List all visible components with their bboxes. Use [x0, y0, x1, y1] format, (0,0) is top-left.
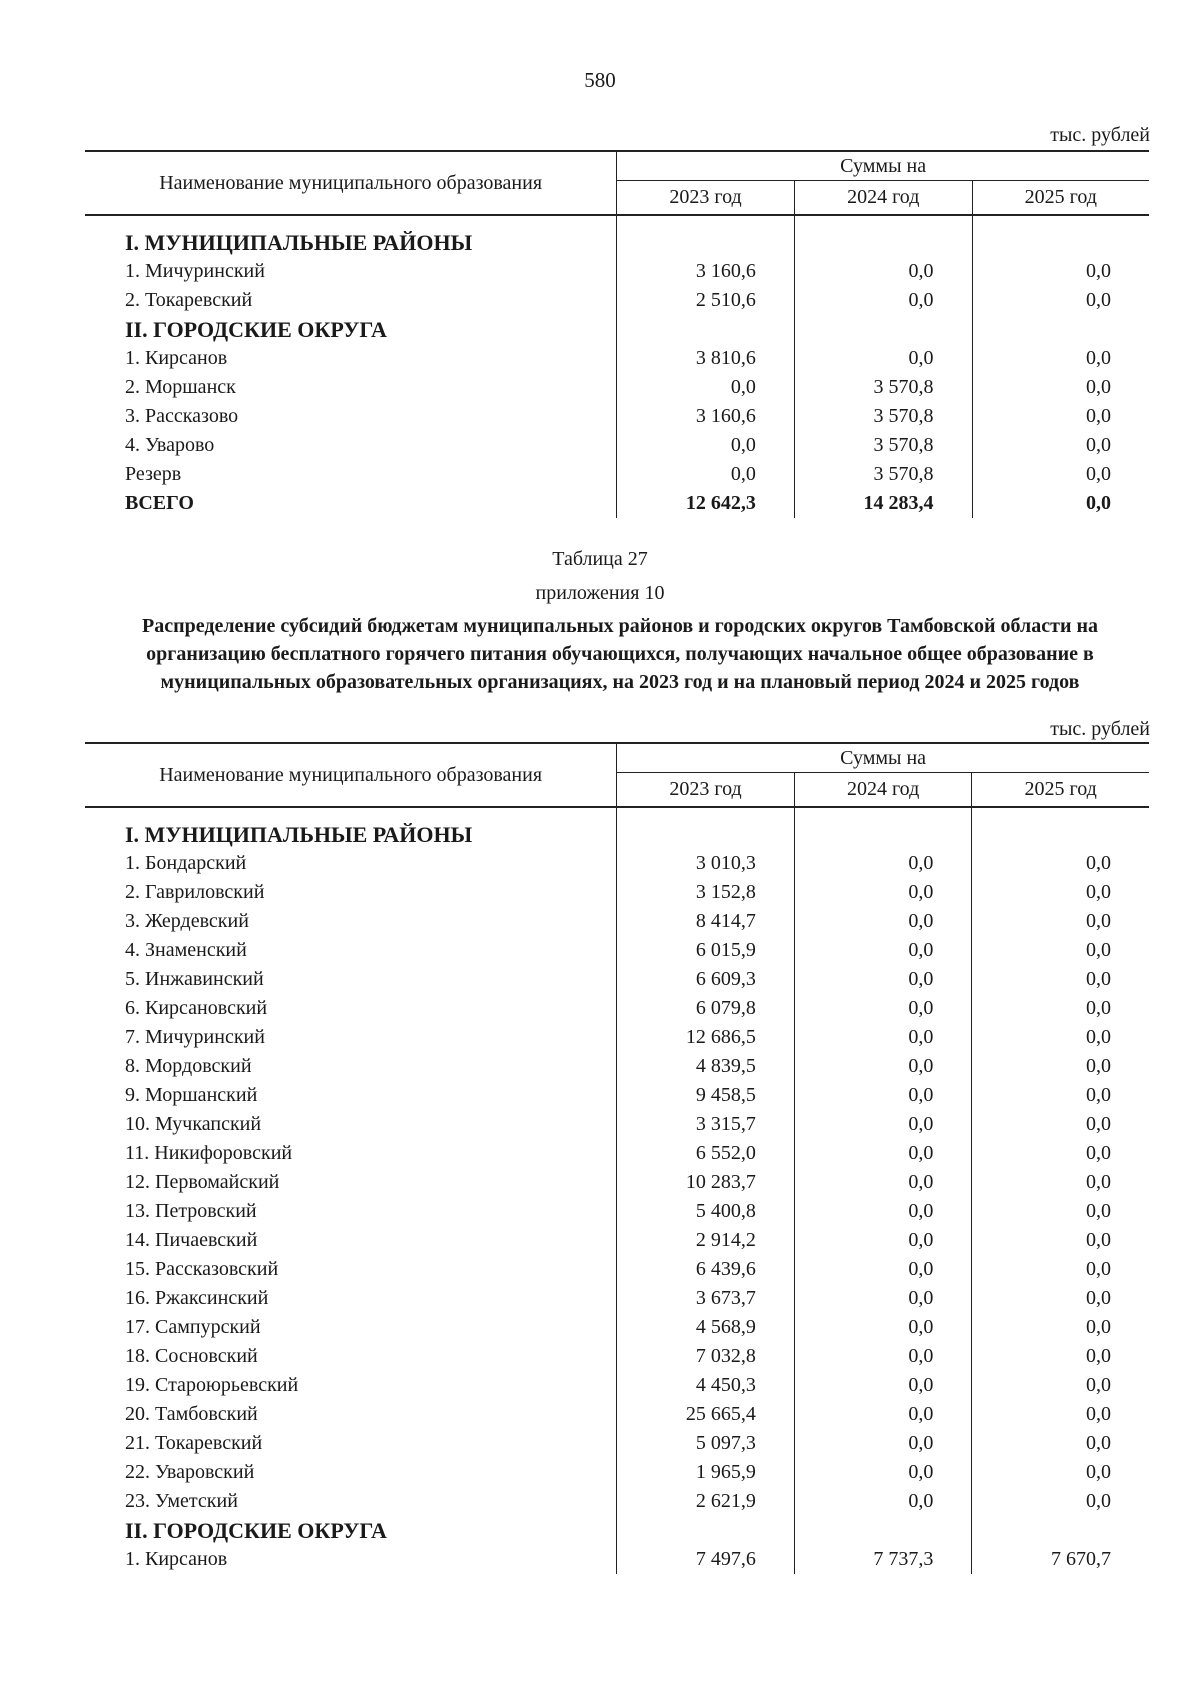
value-cell-2024 — [794, 1516, 972, 1545]
row-name-cell: 21. Токаревский — [125, 1432, 263, 1454]
row-name-cell: 12. Первомайский — [125, 1171, 280, 1193]
table-row — [85, 907, 1149, 936]
value-cell-2024 — [794, 315, 972, 344]
table-row — [85, 1110, 1149, 1139]
table1-year-2023: 2023 год — [617, 181, 795, 216]
row-name-cell: 5. Инжавинский — [125, 968, 264, 990]
row-name-cell: 14. Пичаевский — [125, 1229, 258, 1251]
value-cell-2023: 7 497,6 — [617, 1545, 795, 1574]
value-cell-2025: 0,0 — [972, 1197, 1149, 1226]
row-name-cell: 6. Кирсановский — [125, 997, 268, 1019]
row-name-cell: 1. Кирсанов — [125, 1548, 228, 1570]
row-name-cell: ВСЕГО — [125, 492, 194, 514]
row-name-cell: 13. Петровский — [125, 1200, 257, 1222]
value-cell-2025: 0,0 — [972, 1168, 1149, 1197]
table-row — [85, 1487, 1149, 1516]
value-cell-2024: 7 737,3 — [794, 1545, 972, 1574]
value-cell-2025: 0,0 — [972, 1110, 1149, 1139]
row-name-cell: 1. Мичуринский — [125, 260, 265, 282]
table-row — [85, 344, 1149, 373]
table-row — [85, 402, 1149, 431]
value-cell-2024: 0,0 — [794, 1284, 972, 1313]
row-name-cell: 22. Уваровский — [125, 1461, 255, 1483]
value-cell-2024: 3 570,8 — [794, 402, 972, 431]
table-row — [85, 1052, 1149, 1081]
value-cell-2023: 8 414,7 — [617, 907, 795, 936]
row-name-cell: 10. Мучкапский — [125, 1113, 262, 1135]
table2-name-header: Наименование муниципального образования — [85, 743, 617, 807]
value-cell-2024: 0,0 — [794, 1110, 972, 1139]
row-name-cell: 18. Сосновский — [125, 1345, 258, 1367]
section-row — [85, 228, 1149, 257]
table1-name-header: Наименование муниципального образования — [85, 151, 617, 215]
value-cell-2023: 3 160,6 — [617, 402, 795, 431]
value-cell-2023: 3 810,6 — [617, 344, 795, 373]
table-spacer-row — [85, 215, 1149, 228]
value-cell-2024: 0,0 — [794, 1429, 972, 1458]
table-row — [85, 1400, 1149, 1429]
value-cell-2025: 0,0 — [972, 965, 1149, 994]
value-cell-2024: 0,0 — [794, 286, 972, 315]
value-cell-2024: 0,0 — [794, 257, 972, 286]
value-cell-2025: 0,0 — [972, 373, 1149, 402]
value-cell-2025 — [972, 1516, 1149, 1545]
value-cell-2025: 0,0 — [972, 1429, 1149, 1458]
table-row — [85, 1429, 1149, 1458]
value-cell-2024: 0,0 — [794, 1081, 972, 1110]
value-cell-2025: 0,0 — [972, 402, 1149, 431]
section-row — [85, 315, 1149, 344]
value-cell-2024 — [794, 228, 972, 257]
value-cell-2025: 0,0 — [972, 286, 1149, 315]
value-cell-2025 — [972, 820, 1149, 849]
value-cell-2025: 0,0 — [972, 1081, 1149, 1110]
value-cell-2023: 4 450,3 — [617, 1371, 795, 1400]
value-cell-2023 — [617, 228, 795, 257]
appendix-caption: приложения 10 — [535, 582, 665, 604]
spacer-cell — [794, 807, 972, 820]
value-cell-2025: 0,0 — [972, 431, 1149, 460]
table-row — [85, 1081, 1149, 1110]
value-cell-2024: 0,0 — [794, 849, 972, 878]
table-row — [85, 994, 1149, 1023]
value-cell-2025: 0,0 — [972, 1487, 1149, 1516]
value-cell-2023: 0,0 — [617, 431, 795, 460]
row-name-cell: 23. Уметский — [125, 1490, 238, 1512]
row-name-cell: 17. Сампурский — [125, 1316, 261, 1338]
row-name-cell: 9. Моршанский — [125, 1084, 258, 1106]
value-cell-2023: 6 015,9 — [617, 936, 795, 965]
table-row — [85, 1023, 1149, 1052]
table-row — [85, 286, 1149, 315]
table-row — [85, 1255, 1149, 1284]
value-cell-2023: 0,0 — [617, 373, 795, 402]
value-cell-2023: 7 032,8 — [617, 1342, 795, 1371]
row-name-cell: 4. Уварово — [125, 434, 215, 456]
value-cell-2023: 2 621,9 — [617, 1487, 795, 1516]
value-cell-2023: 3 160,6 — [617, 257, 795, 286]
table-row — [85, 431, 1149, 460]
value-cell-2023: 2 914,2 — [617, 1226, 795, 1255]
value-cell-2024: 0,0 — [794, 1255, 972, 1284]
row-name-cell: 7. Мичуринский — [125, 1026, 265, 1048]
value-cell-2023: 6 079,8 — [617, 994, 795, 1023]
value-cell-2025: 0,0 — [972, 344, 1149, 373]
value-cell-2024: 0,0 — [794, 1313, 972, 1342]
value-cell-2025: 0,0 — [972, 1023, 1149, 1052]
value-cell-2023: 6 609,3 — [617, 965, 795, 994]
row-name-cell: II. ГОРОДСКИЕ ОКРУГА — [125, 1518, 387, 1543]
value-cell-2024: 3 570,8 — [794, 373, 972, 402]
value-cell-2024: 0,0 — [794, 1458, 972, 1487]
value-cell-2025: 7 670,7 — [972, 1545, 1149, 1574]
table-row — [85, 1197, 1149, 1226]
value-cell-2025: 0,0 — [972, 257, 1149, 286]
value-cell-2023: 12 642,3 — [617, 489, 795, 518]
value-cell-2025: 0,0 — [972, 1342, 1149, 1371]
value-cell-2025 — [972, 228, 1149, 257]
value-cell-2023: 12 686,5 — [617, 1023, 795, 1052]
value-cell-2023: 0,0 — [617, 460, 795, 489]
row-name-cell: 8. Мордовский — [125, 1055, 252, 1077]
row-name-cell: II. ГОРОДСКИЕ ОКРУГА — [125, 317, 387, 342]
value-cell-2025: 0,0 — [972, 1313, 1149, 1342]
value-cell-2023 — [617, 1516, 795, 1545]
value-cell-2023: 3 315,7 — [617, 1110, 795, 1139]
value-cell-2025: 0,0 — [972, 936, 1149, 965]
table-row — [85, 1458, 1149, 1487]
value-cell-2023 — [617, 820, 795, 849]
table2-year-2024: 2024 год — [794, 773, 972, 808]
table-row — [85, 1284, 1149, 1313]
table2-unit: тыс. рублей — [1050, 718, 1150, 740]
table2 — [85, 742, 1149, 1574]
value-cell-2024 — [794, 820, 972, 849]
row-name-cell: 3. Жердевский — [125, 910, 249, 932]
value-cell-2024: 0,0 — [794, 907, 972, 936]
table-number-caption: Таблица 27 — [552, 548, 648, 570]
table2-title: Распределение субсидий бюджетам муниципальных районов и городских округов Тамбовской области на организацию бесплатного горячего питания обучающихся, получающих начальное общее образование в муниципальных образовательных организациях, на 2023 год и на плановый период 2024 и 2025 годов — [141, 615, 1098, 693]
value-cell-2024: 0,0 — [794, 1052, 972, 1081]
value-cell-2023: 6 552,0 — [617, 1139, 795, 1168]
value-cell-2023: 10 283,7 — [617, 1168, 795, 1197]
value-cell-2023: 4 839,5 — [617, 1052, 795, 1081]
value-cell-2024: 0,0 — [794, 936, 972, 965]
table1-sums-header: Суммы на — [617, 151, 1149, 181]
value-cell-2025: 0,0 — [972, 1371, 1149, 1400]
table-row — [85, 965, 1149, 994]
value-cell-2025: 0,0 — [972, 460, 1149, 489]
value-cell-2024: 0,0 — [794, 1197, 972, 1226]
table2-sums-header: Суммы на — [617, 743, 1149, 773]
value-cell-2023: 1 965,9 — [617, 1458, 795, 1487]
value-cell-2025: 0,0 — [972, 489, 1149, 518]
spacer-cell — [972, 807, 1149, 820]
table-row — [85, 1342, 1149, 1371]
table-row — [85, 1371, 1149, 1400]
value-cell-2023: 5 400,8 — [617, 1197, 795, 1226]
table2-year-2025: 2025 год — [972, 773, 1149, 808]
row-name-cell: 1. Кирсанов — [125, 347, 228, 369]
row-name-cell: 1. Бондарский — [125, 852, 247, 874]
value-cell-2024: 3 570,8 — [794, 431, 972, 460]
spacer-cell — [617, 215, 795, 228]
value-cell-2024: 0,0 — [794, 1168, 972, 1197]
row-name-cell: Резерв — [125, 463, 182, 485]
table-row — [85, 1545, 1149, 1574]
value-cell-2025: 0,0 — [972, 878, 1149, 907]
row-name-cell: 4. Знаменский — [125, 939, 247, 961]
value-cell-2025: 0,0 — [972, 1052, 1149, 1081]
row-name-cell: I. МУНИЦИПАЛЬНЫЕ РАЙОНЫ — [125, 822, 473, 847]
value-cell-2024: 0,0 — [794, 1342, 972, 1371]
value-cell-2024: 0,0 — [794, 1400, 972, 1429]
table2-body — [85, 807, 1149, 1574]
value-cell-2025: 0,0 — [972, 1458, 1149, 1487]
value-cell-2023: 9 458,5 — [617, 1081, 795, 1110]
row-name-cell: I. МУНИЦИПАЛЬНЫЕ РАЙОНЫ — [125, 230, 473, 255]
row-name-cell: 3. Рассказово — [125, 405, 239, 427]
table1-year-2025: 2025 год — [972, 181, 1149, 216]
row-name-cell: 2. Гавриловский — [125, 881, 265, 903]
table1-unit: тыс. рублей — [1050, 124, 1150, 146]
page-number: 580 — [584, 68, 616, 92]
value-cell-2025: 0,0 — [972, 907, 1149, 936]
row-name-cell: 15. Рассказовский — [125, 1258, 279, 1280]
value-cell-2024: 14 283,4 — [794, 489, 972, 518]
value-cell-2023: 6 439,6 — [617, 1255, 795, 1284]
value-cell-2025: 0,0 — [972, 1139, 1149, 1168]
value-cell-2024: 0,0 — [794, 1226, 972, 1255]
table1 — [85, 150, 1149, 518]
spacer-cell — [794, 215, 972, 228]
value-cell-2025: 0,0 — [972, 994, 1149, 1023]
table-row — [85, 849, 1149, 878]
value-cell-2025 — [972, 315, 1149, 344]
value-cell-2023: 3 152,8 — [617, 878, 795, 907]
value-cell-2024: 0,0 — [794, 1487, 972, 1516]
value-cell-2023: 3 010,3 — [617, 849, 795, 878]
table-row — [85, 1313, 1149, 1342]
value-cell-2024: 0,0 — [794, 994, 972, 1023]
table-row — [85, 1139, 1149, 1168]
value-cell-2025: 0,0 — [972, 1226, 1149, 1255]
value-cell-2023: 5 097,3 — [617, 1429, 795, 1458]
table-spacer-row — [85, 807, 1149, 820]
value-cell-2024: 3 570,8 — [794, 460, 972, 489]
value-cell-2025: 0,0 — [972, 1284, 1149, 1313]
value-cell-2024: 0,0 — [794, 878, 972, 907]
value-cell-2025: 0,0 — [972, 1255, 1149, 1284]
value-cell-2023 — [617, 315, 795, 344]
value-cell-2025: 0,0 — [972, 849, 1149, 878]
row-name-cell: 20. Тамбовский — [125, 1403, 258, 1425]
section-row — [85, 820, 1149, 849]
row-name-cell: 16. Ржаксинский — [125, 1287, 269, 1309]
table1-body — [85, 215, 1149, 518]
table-row — [85, 1226, 1149, 1255]
table2-year-2023: 2023 год — [617, 773, 795, 808]
value-cell-2023: 3 673,7 — [617, 1284, 795, 1313]
spacer-cell — [617, 807, 795, 820]
value-cell-2024: 0,0 — [794, 965, 972, 994]
value-cell-2023: 25 665,4 — [617, 1400, 795, 1429]
table-row — [85, 460, 1149, 489]
value-cell-2023: 2 510,6 — [617, 286, 795, 315]
value-cell-2023: 4 568,9 — [617, 1313, 795, 1342]
table-row — [85, 373, 1149, 402]
value-cell-2025: 0,0 — [972, 1400, 1149, 1429]
value-cell-2024: 0,0 — [794, 1371, 972, 1400]
value-cell-2024: 0,0 — [794, 1139, 972, 1168]
value-cell-2024: 0,0 — [794, 344, 972, 373]
total-row — [85, 489, 1149, 518]
section-row — [85, 1516, 1149, 1545]
table-row — [85, 1168, 1149, 1197]
row-name-cell: 2. Токаревский — [125, 289, 253, 311]
row-name-cell: 2. Моршанск — [125, 376, 236, 398]
table-row — [85, 936, 1149, 965]
table-row — [85, 878, 1149, 907]
spacer-cell — [85, 215, 617, 228]
spacer-cell — [85, 807, 617, 820]
row-name-cell: 11. Никифоровский — [125, 1142, 293, 1164]
table-row — [85, 257, 1149, 286]
value-cell-2024: 0,0 — [794, 1023, 972, 1052]
row-name-cell: 19. Староюрьевский — [125, 1374, 299, 1396]
spacer-cell — [972, 215, 1149, 228]
table1-year-2024: 2024 год — [794, 181, 972, 216]
